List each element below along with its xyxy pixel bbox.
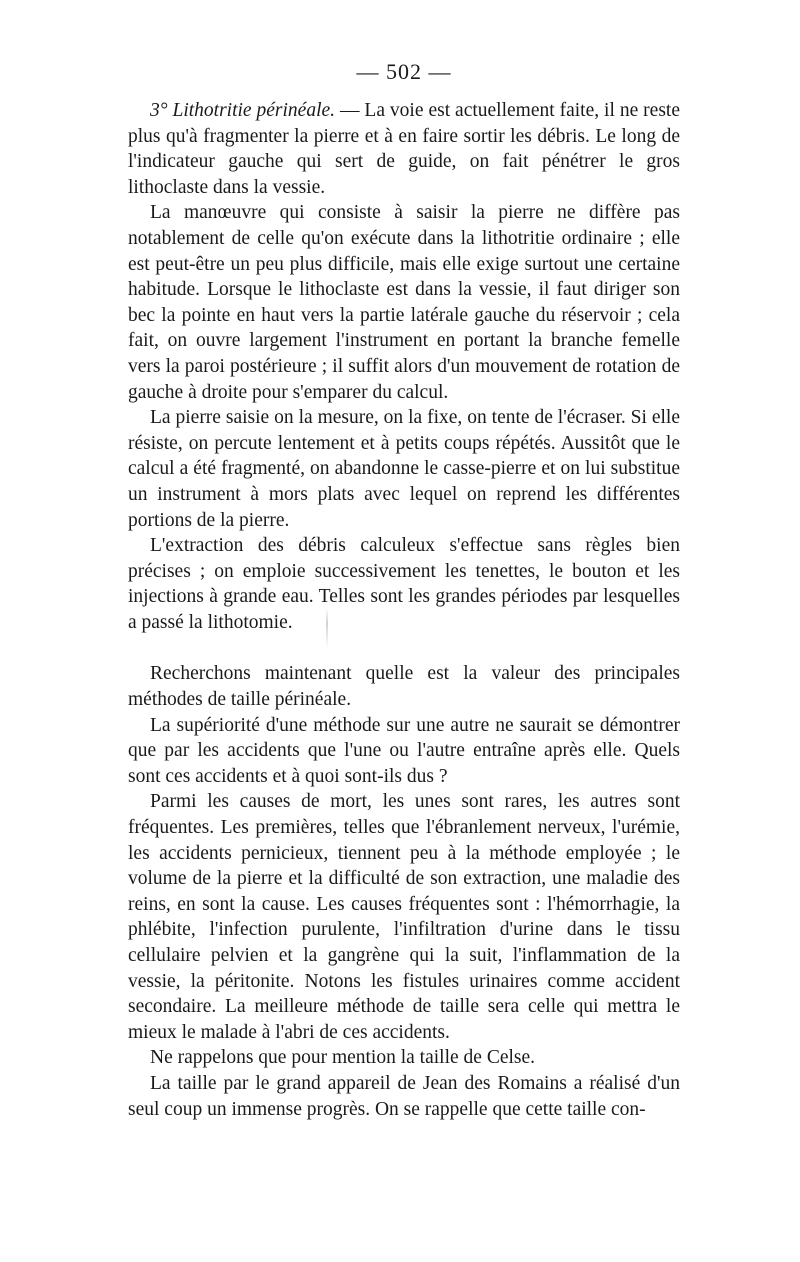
paragraph-grand-appareil: La taille par le grand appareil de Jean des Romains a réalisé d'un seul coup un immense progrès. On se rappelle que cette taille con-	[128, 1072, 680, 1120]
book-page	[128, 58, 680, 1122]
paragraph-superiorite: La supériorité d'une méthode sur une autre ne saurait se démontrer que par les accidents que l'une ou l'autre entraîne après elle. Quels sont ces accidents et à quoi sont-ils dus ?	[128, 714, 680, 787]
page-number: — 502 —	[356, 59, 452, 84]
ink-mark	[326, 608, 328, 648]
paragraph-lithotritie-perineale	[128, 98, 680, 200]
paragraph-causes-de-mort: Parmi les causes de mort, les unes sont rares, les autres sont fréquentes. Les premières, telles que l'ébranlement nerveux, l'urémie, les accidents pernicieux, tiennent peu à la méthode employée ; le volume de la pierre et la difficulté de son extraction, une maladie des reins, en sont la cause. Les causes fréquentes sont : l'hémorrhagie, la phlébite, l'infection purulente, l'infiltration d'urine dans le tissu cellulaire pelvien et la gangrène qui la suit, l'inflammation de la vessie, la péritonite. Notons les fistules urinaires comme accident secondaire. La meilleure méthode de taille sera celle qui mettra le mieux le malade à l'abri de ces accidents.	[128, 791, 680, 1043]
paragraph-manoeuvre: La manœuvre qui consiste à saisir la pierre ne diffère pas notablement de celle qu'on exécute dans la lithotritie ordinaire ; elle est peut-être un peu plus difficile, mais elle exige surtout une certaine habitude. Lorsque le lithoclaste est dans la vessie, il faut diriger son bec la pointe en haut vers la partie latérale gauche du réservoir ; cela fait, on ouvre largement l'instrument en portant la branche femelle vers la paroi postérieure ; il suffit alors d'un mouvement de rotation de gauche à droite pour s'emparer du calcul.	[128, 202, 680, 403]
text-block-methodes	[128, 661, 680, 1122]
paragraph-taille-de-celse: Ne rappelons que pour mention la taille de Celse.	[150, 1047, 536, 1069]
paragraph-text: — La voie est actuellement faite, il ne reste plus qu'à fragmenter la pierre et à en faire sortir les débris. Le long de l'indicateur gauche qui sert de guide, on fait pénétrer le gros lithoclaste dans la vessie.	[128, 100, 680, 198]
paragraph-recherchons: Recherchons maintenant quelle est la valeur des principales méthodes de taille périnéale.	[128, 663, 680, 711]
section-title: 3° Lithotritie périnéale.	[150, 100, 336, 121]
section-gap	[128, 635, 680, 661]
paragraph-pierre-saisie: La pierre saisie on la mesure, on la fixe, on tente de l'écraser. Si elle résiste, on percute lentement et à petits coups répétés. Aussitôt que le calcul a été fragmenté, on abandonne le casse-pierre et on lui substitue un instrument à mors plats avec lequel on reprend les différentes portions de la pierre.	[128, 407, 680, 531]
paragraph-extraction: L'extraction des débris calculeux s'effectue sans règles bien précises ; on emploie successivement les tenettes, le bouton et les injections à grande eau. Telles sont les grandes périodes par lesquelles a passé la lithotomie.	[128, 535, 680, 633]
text-block-lithotritie	[128, 98, 680, 635]
